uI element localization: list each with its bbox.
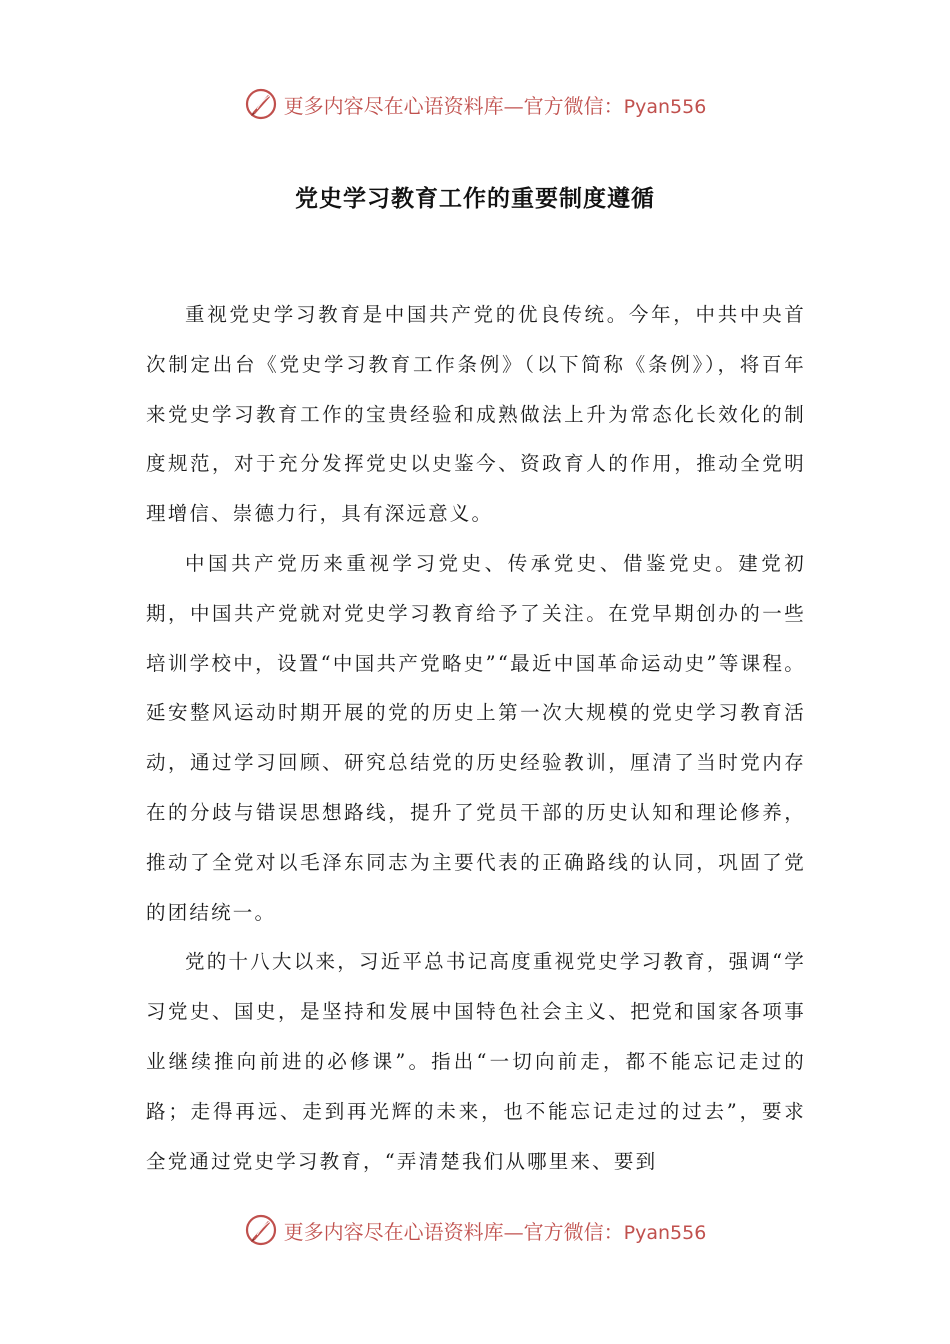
document-body xyxy=(146,290,806,1186)
footer-watermark xyxy=(0,1210,950,1250)
document-title: 党史学习教育工作的重要制度遵循 xyxy=(295,185,655,212)
watermark-handle: Pyan556 xyxy=(623,95,707,118)
paragraph-3: 党的十八大以来，习近平总书记高度重视党史学习教育，强调“学习党史、国史，是坚持和发展中国特色社会主义、把党和国家各项事业继续推向前进的必修课”。指出“一切向前走，都不能忘记走过的路；走得再远、走到再光辉的未来，也不能忘记走过的过去”，要求全党通过党史学习教育，“弄清楚我们从哪里来、要到 xyxy=(146,950,806,1173)
header-watermark xyxy=(0,84,950,124)
watermark-handle: Pyan556 xyxy=(623,1221,707,1244)
quill-pen-icon xyxy=(244,87,278,121)
watermark-text: 更多内容尽在心语资料库—官方微信：Pyan556 xyxy=(283,1219,707,1244)
quill-pen-icon xyxy=(244,1213,278,1247)
watermark-text: 更多内容尽在心语资料库—官方微信：Pyan556 xyxy=(283,93,707,118)
paragraph-2: 中国共产党历来重视学习党史、传承党史、借鉴党史。建党初期，中国共产党就对党史学习教育给予了关注。在党早期创办的一些培训学校中，设置“中国共产党略史”“最近中国革命运动史”等课程。延安整风运动时期开展的党的历史上第一次大规模的党史学习教育活动，通过学习回顾、研究总结党的历史经验教训，厘清了当时党内存在的分歧与错误思想路线，提升了党员干部的历史认知和理论修养，推动了全党对以毛泽东同志为主要代表的正确路线的认同，巩固了党的团结统一。 xyxy=(146,551,806,924)
paragraph-1: 重视党史学习教育是中国共产党的优良传统。今年，中共中央首次制定出台《党史学习教育工作条例》（以下简称《条例》），将百年来党史学习教育工作的宝贵经验和成熟做法上升为常态化长效化的制度规范，对于充分发挥党史以史鉴今、资政育人的作用，推动全党明理增信、崇德力行，具有深远意义。 xyxy=(146,303,806,526)
